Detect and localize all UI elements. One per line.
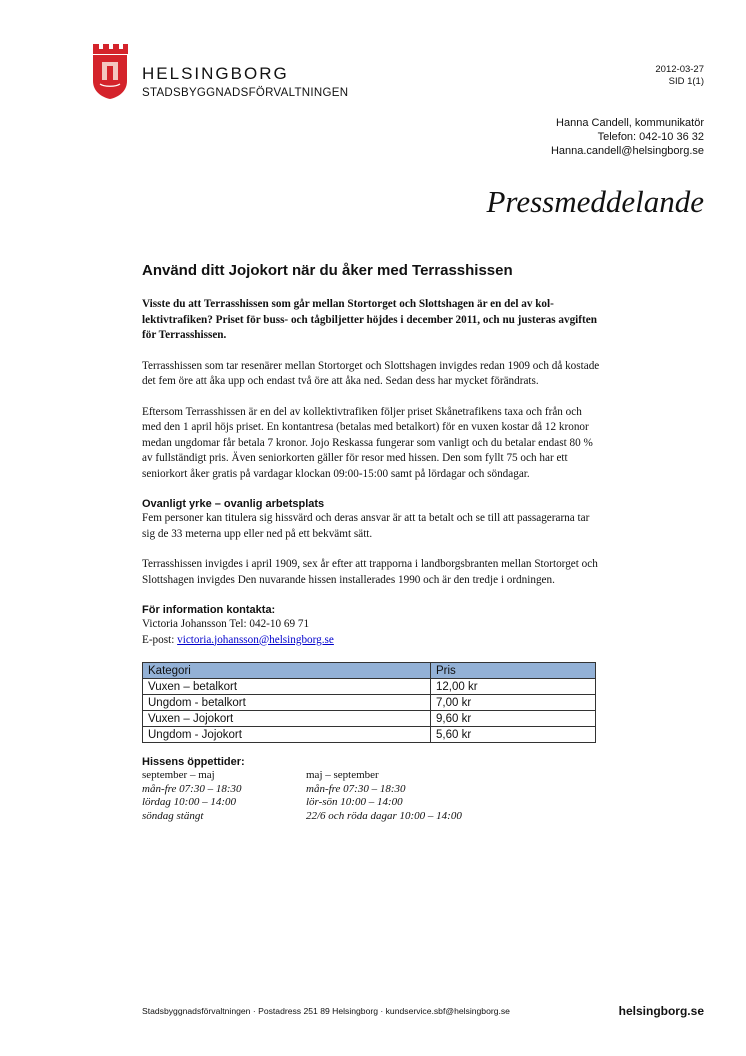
footer-website[interactable]: helsingborg.se bbox=[618, 1004, 704, 1018]
email-label: E-post: bbox=[142, 633, 178, 646]
opening-hours bbox=[142, 769, 602, 823]
category-cell: Vuxen – Jojokort bbox=[143, 711, 431, 727]
contact-name: Hanna Candell, kommunikatör bbox=[556, 117, 704, 129]
contact-phone: Telefon: 042-10 36 32 bbox=[597, 131, 704, 143]
hours-line: lördag 10:00 – 14:00 bbox=[142, 796, 237, 808]
info-contact bbox=[142, 617, 602, 648]
season-label: maj – september bbox=[306, 769, 379, 781]
paragraph-hosts: Fem personer kan titulera sig hissvärd och deras ansvar är att ta betalt och se till att passagerarna tar sig de 33 meterna upp eller ned på ett bekvämt sätt. bbox=[142, 512, 590, 540]
price-cell: 5,60 kr bbox=[431, 727, 596, 743]
category-cell: Ungdom - Jojokort bbox=[143, 727, 431, 743]
paragraph-pricing: Eftersom Terrasshissen är en del av kollektivtrafiken följer priset Skånetrafikens taxa och från och med den 1 april höjs priset. En kontantresa (betalas med betalkort) för en vuxen kostar då 12 kronor medan ungdomar får betala 7 kronor. Jojo Reskassa fungerar som vanligt och du betalar endast 80 % av fullständigt pris. Även seniorkorten gäller för resor med hissen. Den som fyllt 75 och har ett seniorkort åker gratis på vardagar klockan 09:00-15:00 samt på lördagar och söndagar. bbox=[142, 405, 593, 480]
hours-line: lör-sön 10:00 – 14:00 bbox=[306, 796, 403, 808]
press-contact bbox=[551, 116, 704, 158]
opening-hours-title: Hissens öppettider: bbox=[142, 756, 245, 768]
city-crest-icon bbox=[92, 44, 128, 100]
price-cell: 7,00 kr bbox=[431, 695, 596, 711]
document-date: 2012-03-27 bbox=[655, 64, 704, 75]
subheading-occupation: Ovanligt yrke – ovanlig arbetsplats bbox=[142, 498, 325, 510]
info-contact-line: Victoria Johansson Tel: 042-10 69 71 bbox=[142, 618, 310, 630]
table-row bbox=[143, 727, 596, 743]
hours-line: 22/6 och röda dagar 10:00 – 14:00 bbox=[306, 809, 462, 822]
column-header-price: Pris bbox=[431, 663, 596, 679]
department-name: STADSBYGGNADSFÖRVALTNINGEN bbox=[142, 87, 349, 99]
table-row bbox=[143, 711, 596, 727]
article-title: Använd ditt Jojokort när du åker med Terrasshissen bbox=[142, 262, 513, 279]
price-table bbox=[142, 662, 596, 743]
article-body bbox=[142, 262, 602, 823]
table-row bbox=[143, 695, 596, 711]
paragraph-inauguration: Terrasshissen invigdes i april 1909, sex år efter att trapporna i landborgsbranten mellan Stortorget och Slottshagen invigdes Den nuvarande hissen installerades 1990 och är den tredje i ordningen. bbox=[142, 558, 598, 586]
contact-email-link[interactable]: victoria.johansson@helsingborg.se bbox=[177, 633, 334, 646]
price-cell: 12,00 kr bbox=[431, 679, 596, 695]
category-cell: Ungdom - betalkort bbox=[143, 695, 431, 711]
footer-address: Stadsbyggnadsförvaltningen · Postadress 251 89 Helsingborg · kundservice.sbf@helsingborg.se bbox=[142, 1006, 510, 1016]
document-type: Pressmeddelande bbox=[486, 184, 704, 219]
document-meta bbox=[655, 64, 704, 88]
paragraph-history: Terrasshissen som tar resenärer mellan Stortorget och Slottshagen invigdes redan 1909 och då kostade det fem öre att åka upp och endast två öre att åka ned. Sedan dess har mycket förändrats. bbox=[142, 359, 600, 387]
hours-line: mån-fre 07:30 – 18:30 bbox=[142, 782, 242, 795]
lead-paragraph: Visste du att Terrasshissen som går mellan Stortorget och Slottshagen är en del av kol-lektivtrafiken? Priset för buss- och tågbiljetter höjdes i december 2011, och nu justeras avgiften för Terrasshissen. bbox=[142, 298, 597, 341]
hours-winter bbox=[142, 769, 306, 823]
category-cell: Vuxen – betalkort bbox=[143, 679, 431, 695]
price-cell: 9,60 kr bbox=[431, 711, 596, 727]
page-number: SID 1(1) bbox=[668, 76, 704, 87]
subheading-contact: För information kontakta: bbox=[142, 604, 276, 616]
hours-line: söndag stängt bbox=[142, 809, 204, 822]
table-row bbox=[143, 679, 596, 695]
org-name: HELSINGBORG bbox=[142, 64, 289, 83]
season-label: september – maj bbox=[142, 769, 215, 781]
column-header-category: Kategori bbox=[143, 663, 431, 679]
contact-email: Hanna.candell@helsingborg.se bbox=[550, 145, 704, 157]
table-header-row bbox=[143, 663, 596, 679]
hours-line: mån-fre 07:30 – 18:30 bbox=[306, 782, 406, 795]
hours-summer bbox=[306, 769, 566, 823]
